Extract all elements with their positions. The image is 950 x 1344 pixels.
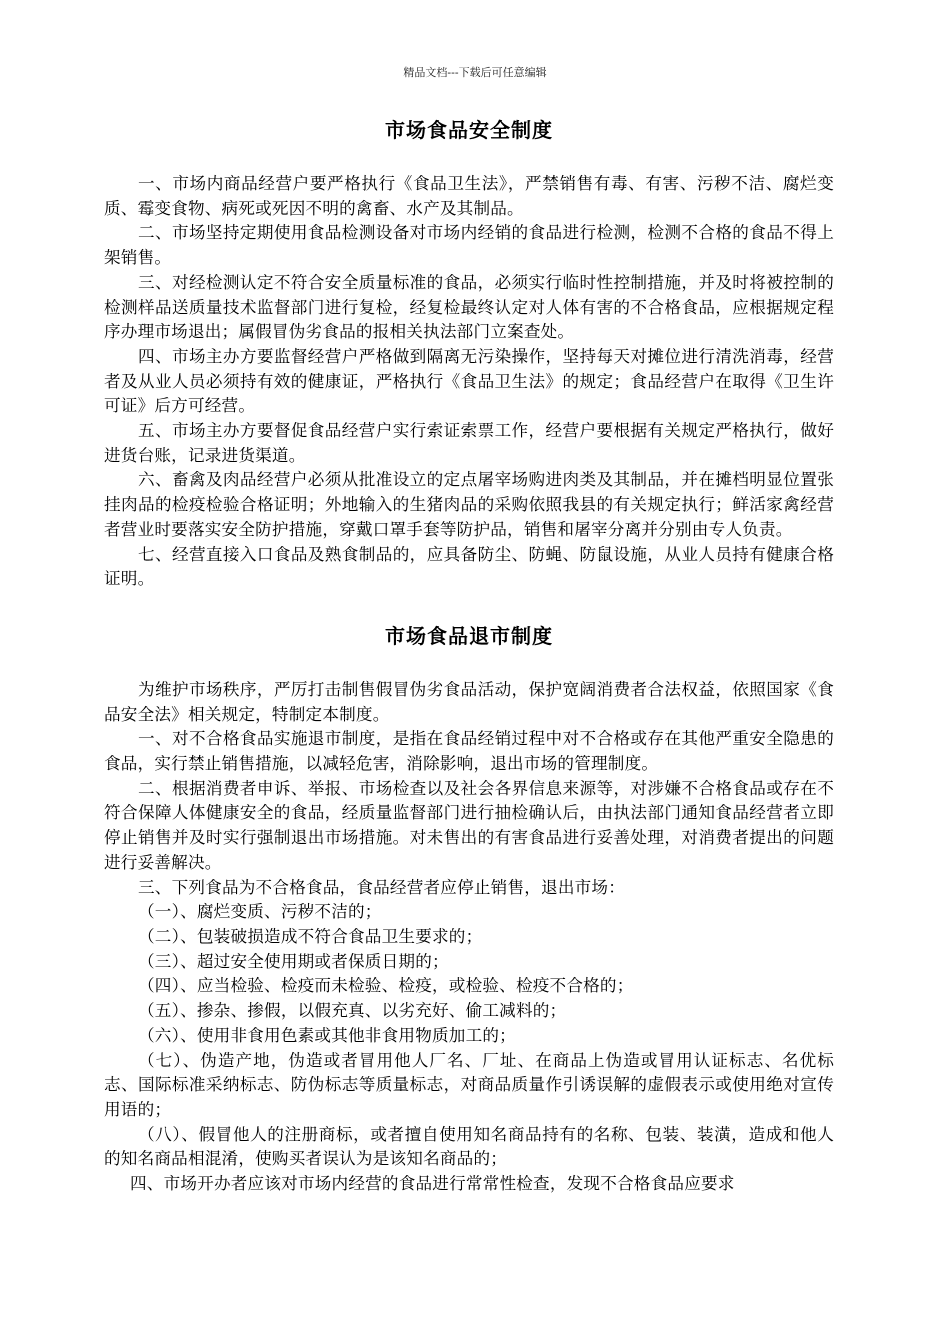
section-title-food-withdrawal: 市场食品退市制度 (385, 623, 553, 648)
paragraph: 一、市场内商品经营户要严格执行《食品卫生法》，严禁销售有毒、有害、污秽不洁、腐烂变质、霉变食物、病死或死因不明的禽畜、水产及其制品。 (104, 174, 834, 218)
list-item: （四）、应当检验、检疫而未检验、检疫，或检验、检疫不合格的； (138, 976, 634, 996)
page-header: 精品文档---下载后可任意编辑 (403, 66, 547, 79)
paragraph: 二、根据消费者申诉、举报、市场检查以及社会各界信息来源等，对涉嫌不合格食品或存在不符合保障人体健康安全的食品，经质量监督部门进行抽检确认后，由执法部门通知食品经营者立即停止销售并及时实行强制退出市场措施。对未售出的有害食品进行妥善处理，对消费者提出的问题进行妥善解决。 (104, 778, 834, 872)
paragraph: 四、市场开办者应该对市场内经营的食品进行常常性检查，发现不合格食品应要求 (130, 1174, 735, 1194)
paragraph: 一、对不合格食品实施退市制度，是指在食品经销过程中对不合格或存在其他严重安全隐患的食品，实行禁止销售措施，以减轻危害，消除影响，退出市场的管理制度。 (104, 729, 834, 774)
section-food-safety (104, 116, 834, 592)
list-item: （六）、使用非食用色素或其他非食用物质加工的； (138, 1025, 516, 1045)
paragraph: 七、经营直接入口食品及熟食制品的，应具备防尘、防蝇、防鼠设施，从业人员持有健康合格证明。 (104, 544, 834, 589)
paragraph: 二、市场坚持定期使用食品检测设备对市场内经销的食品进行检测，检测不合格的食品不得上架销售。 (104, 223, 834, 268)
list-item: （八）、假冒他人的注册商标，或者擅自使用知名商品持有的名称、包装、装潢，造成和他人的知名商品相混淆，使购买者误认为是该知名商品的； (104, 1124, 834, 1169)
list-item: （二）、包装破损造成不符合食品卫生要求的； (138, 926, 483, 946)
section-food-withdrawal (104, 622, 834, 1197)
paragraph: 为维护市场秩序，严厉打击制售假冒伪劣食品活动，保护宽阔消费者合法权益，依照国家《食品安全法》相关规定，特制定本制度。 (104, 679, 834, 724)
paragraph: 五、市场主办方要督促食品经营户实行索证索票工作，经营户要根据有关规定严格执行，做好进货台账，记录进货渠道。 (104, 421, 834, 465)
paragraph: 三、对经检测认定不符合安全质量标准的食品，必须实行临时性控制措施，并及时将被控制的检测样品送质量技术监督部门进行复检，经复检最终认定对人体有害的不合格食品，应根据规定程序办理市场退出；属假冒伪劣食品的报相关执法部门立案查处。 (104, 272, 834, 342)
section-body-food-withdrawal (104, 678, 834, 1197)
paragraph: 四、市场主办方要监督经营户严格做到隔离无污染操作，坚持每天对摊位进行清洗消毒，经营者及从业人员必须持有效的健康证，严格执行《食品卫生法》的规定；食品经营户在取得《卫生许可证》后方可经营。 (104, 346, 834, 416)
list-item: （三）、超过安全使用期或者保质日期的； (138, 951, 449, 971)
document-content (104, 116, 834, 1197)
list-item: （五）、掺杂、掺假，以假充真、以劣充好、偷工减料的； (138, 1001, 567, 1021)
section-title-food-safety: 市场食品安全制度 (385, 118, 553, 142)
list-item: （一）、腐烂变质、污秽不洁的； (138, 902, 382, 922)
paragraph: 六、畜禽及肉品经营户必须从批准设立的定点屠宰场购进肉类及其制品，并在摊档明显位置张挂肉品的检疫检验合格证明；外地输入的生猪肉品的采购依照我县的有关规定执行；鲜活家禽经营者营业时要落实安全防护措施，穿戴口罩手套等防护品，销售和屠宰分离并分别由专人负责。 (104, 470, 834, 539)
paragraph: 三、下列食品为不合格食品，食品经营者应停止销售，退出市场： (138, 877, 626, 897)
list-item: （七）、伪造产地，伪造或者冒用他人厂名、厂址、在商品上伪造或冒用认证标志、名优标志、国际标准采纳标志、防伪标志等质量标志，对商品质量作引诱误解的虚假表示或使用绝对宣传用语的； (104, 1050, 834, 1119)
section-body-food-safety (104, 172, 834, 592)
